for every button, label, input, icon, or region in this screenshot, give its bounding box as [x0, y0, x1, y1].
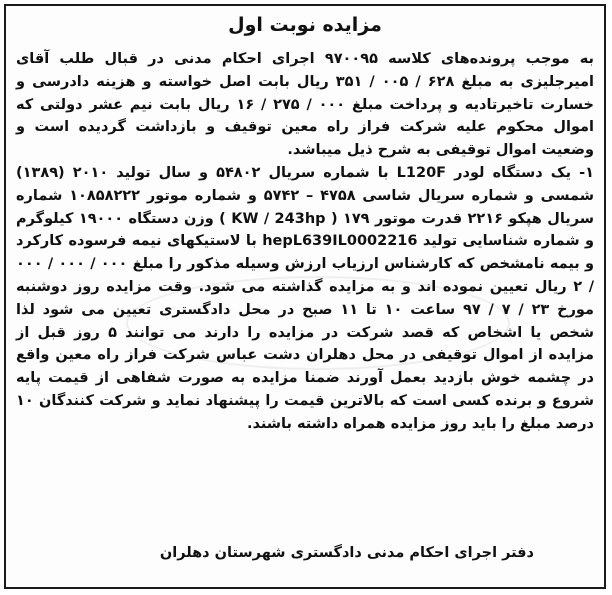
notice-paragraph-details: ۱- یک دستگاه لودر L120F با شماره سریال ۵۴۸۰۲ و سال تولید ۲۰۱۰ (۱۳۸۹) شمسی و شماره سریال شاسی ۴۷۵۸ – ۵۷۴۲ و شماره موتور ۱۰۸۵۸۲۲۲ شماره سریال هپکو ۲۲۱۶ قدرت موتور ۱۷۹ ( KW / 243hp ) وزن دستگاه ۱۹۰۰۰ کیلوگرم و شماره شناسایی تولید hepL639IL0002216 با لاستیکهای نیمه فرسوده کارکرد و بیمه نامشخص که کارشناس ارزیاب ارزش وسیله مذکور را مبلغ ۰۰۰ / ۰۰۰ / ۰۰۰ / ۲ ریال تعیین نموده اند و به مزایده گذاشته می شود. وقت مزایده روز دوشنبه مورخ ۲۳ / ۷ / ۹۷ ساعت ۱۰ تا ۱۱ صبح در محل دادگستری تعیین می شود لذا شخص یا اشخاص که قصد شرکت در مزایده را دارند می توانند ۵ روز قبل از مزایده از اموال توقیفی در محل دهلران دشت عباس شرکت فراز راه معین واقع در چشمه خوش بازدید بعمل آورند ضمنا مزایده به صورت شفاهی از قیمت پایه شروع و برنده کسی است که بالاترین قیمت را پیشنهاد نماید و شرکت کنندگان ۱۰ درصد مبلغ را باید روز مزایده همراه داشته باشند. [16, 164, 595, 432]
notice-frame [4, 4, 606, 589]
notice-body [16, 48, 594, 436]
notice-signature: دفتر اجرای احکام مدنی دادگستری شهرستان دهلران [159, 545, 534, 561]
notice-paragraph-intro: به موجب پرونده‌های کلاسه ۹۷۰۰۹۵ اجرای احکام مدنی در قبال طلب آقای امیرجلیزی به مبلغ ۶۲۸ / ۰۰۵ / ۳۵۱ ریال بابت اصل خواسته و هزینه دادرسی و خسارت تاخیرتادیه و پرداخت مبلغ ۰۰۰ / ۲۷۵ / ۱۶ ریال بابت نیم عشر دولتی که اموال محکوم علیه شرکت فراز راه معین توقیف و بازداشت گردیده است و وضعیت اموال توقیفی به شرح ذیل میباشد. [16, 51, 594, 159]
notice-title: مزایده نوبت اول [228, 14, 382, 36]
